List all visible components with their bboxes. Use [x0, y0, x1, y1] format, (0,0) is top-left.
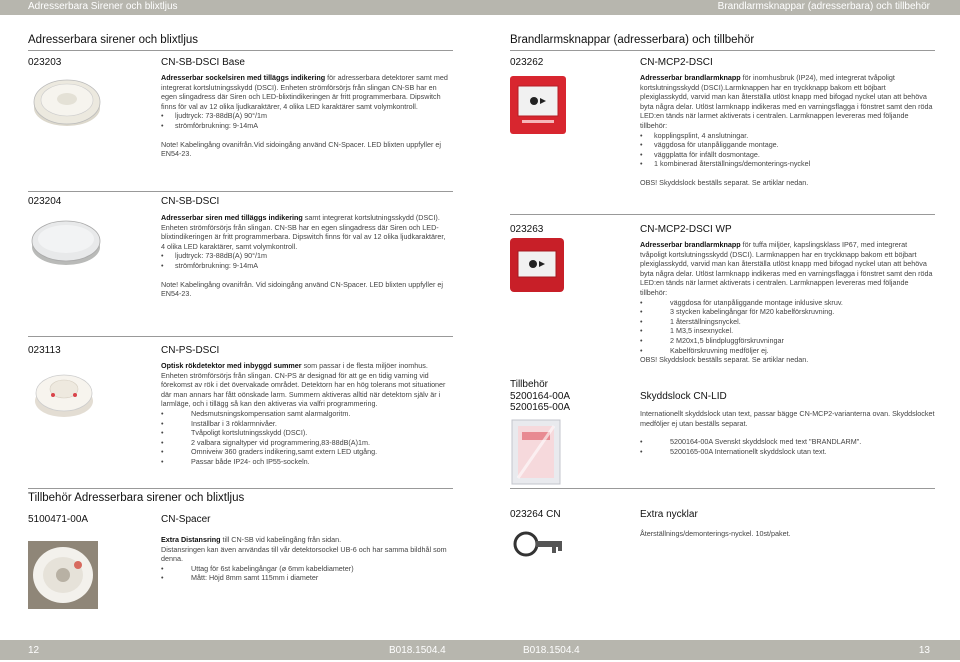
doc-code-left: B018.1504.4 [389, 645, 446, 656]
bullet: • 5200164-00A Svenskt skyddslock med text "BRANDLARM". [640, 437, 935, 447]
bottom-bar [0, 640, 960, 660]
product-bold-title: Adresserbar sockelsiren med tilläggs indikering [161, 73, 326, 82]
bullet: • ljudtryck: 73-88dB(A) 90°/1m [161, 251, 451, 261]
bullet: • väggplatta för infällt dosmontage. [640, 150, 935, 160]
divider [510, 50, 935, 51]
key-image [512, 527, 564, 561]
bullet: • Mått: Höjd 8mm samt 115mm i diameter [161, 573, 451, 583]
product-code: 023262 [510, 57, 544, 68]
page-number-right: 13 [918, 645, 930, 656]
product-code: 023204 [28, 196, 62, 207]
bullet: • Passar både IP24- och IP55-sockeln. [161, 457, 453, 467]
accessory-codes: Tillbehör 5200164-00A 5200165-00A [510, 379, 571, 413]
bullet: • Uttag för 6st kabelingångar (ø 6mm kabeldiameter) [161, 564, 451, 574]
product-note: OBS! Skyddslock beställs separat. Se artiklar nedan. [640, 177, 809, 187]
bullet: • Kabelförskruvning medföljer ej. [640, 346, 935, 356]
divider [28, 191, 453, 192]
product-note: Note! Kabelingång ovanifrån.Vid sidoingång använd CN-Spacer. LED blixten uppfyller ej EN54-23. [161, 139, 441, 159]
accessory-name: CN-Spacer [161, 514, 211, 525]
bullet: • 1 återställningsnyckel. [640, 317, 935, 327]
product-description: Adresserbar sockelsiren med tilläggs indikering för adresserbara detektorer samt med integrerat kortslutningsskydd (DSCI). Enheten strömförsörjs från slingan CN-SB har en egen slingadress där Siren och LED-blixtindikeringen är fritt programmerbara. Dipswitch finns för val av 12 olika ljudkaraktärer, 4 olika LED karaktärer samt volymkontroll. • ljudtryck: 73-88dB(A) 90°/1m • strömförbrukning: 9-14mA Note! Kabelingång ovanifrån.Vid sidoingång använd CN-Spacer. LED blixten uppfyller ej EN54-23. [161, 73, 451, 159]
product-name: CN-MCP2-DSCI WP [640, 224, 732, 235]
product-description: Adresserbar siren med tilläggs indikering samt integrerat kortslutningsskydd (DSCI). Enheten strömförsörjs från slingan. CN-SB har en egen slingadress där Siren och LED-blixtindikeringen är fritt programmerbara. Dipswitch finns för val av 12 olika ljudkaraktärer, 4 olika LED karaktärer, samt volymkontroll. • ljudtryck: 73-88dB(A) 90°/1m • strömförbrukning: 9-14mA Note! Kabelingång ovanifrån. Vid sidoingång använd CN-Spacer. LED blixten uppfyller ej EN54-23. [161, 213, 451, 299]
accessory-code: 5100471-00A [28, 514, 89, 525]
spacer-ring-image [28, 541, 98, 609]
product-note: Note! Kabelingång ovanifrån. Vid sidoingång använd CN-Spacer. LED blixten uppfyller ej EN54-23. [161, 279, 443, 299]
bullet: • 2 M20x1,5 blindpluggförskruvningar [640, 336, 935, 346]
product-name: CN-SB-DSCI Base [161, 57, 245, 68]
bullet: • strömförbrukning: 9-14mA [161, 261, 451, 271]
header-left: Adresserbara Sirener och blixtljus [28, 1, 178, 12]
bullet: • strömförbrukning: 9-14mA [161, 121, 451, 131]
product-name: CN-MCP2-DSCI [640, 57, 713, 68]
bullet: • 1 M3,5 insexnyckel. [640, 326, 935, 336]
divider [510, 214, 935, 215]
accessory-section-title: Tillbehör Adresserbara sirener och blixtljus [28, 492, 245, 504]
product-code: 023113 [28, 345, 61, 356]
product-code: 023264 CN [510, 509, 561, 520]
product-name: Extra nycklar [640, 509, 698, 520]
bullet: • väggdosa för utanpåliggande montage. [640, 140, 935, 150]
bullet: • Tvåpoligt kortslutningsskydd (DSCI). [161, 428, 453, 438]
bullet: • kopplingsplint, 4 anslutningar. [640, 131, 935, 141]
product-name: CN-PS-DSCI [161, 345, 220, 356]
doc-code-right: B018.1504.4 [523, 645, 580, 656]
bullet: • Nedsmutsningskompensation samt alarmalgoritm. [161, 409, 453, 419]
product-description: Adresserbar brandlarmknapp för tuffa miljöer, kapslingsklass IP67, med integrerat tvåpoligt kortslutningsskydd (DSCI). Larmknappen har en tryckknapp bakom ett böjbart plexiglasskydd, varvid man kan återställa utlöst knapp med bifogad nyckel utan att behöva byta några delar. Utlöst larmknapp indikeras med en varningsflagga i fönstret samt den röda LED:en tänds när larmet aktiverats i centralen. Larmknappen levereras med följande tillbehör: • väggdosa för utanpåliggande montage inklusive skruv. • 3 stycken kabelingångar för M20 kabelförskruvning. • 1 återställningsnyckel. • 1 M3,5 insexnyckel. • 2 M20x1,5 blindpluggförskruvningar • Kabelförskruvning medföljer ej. OBS! Skyddslock beställs separat. Se artiklar nedan. [640, 240, 935, 365]
divider [28, 488, 453, 489]
protective-lid-image [510, 418, 562, 486]
accessory-description: Internationellt skyddslock utan text, passar bägge CN-MCP2-varianterna ovan. Skyddslocket medföljer ej utan beställs separat. • 5200164-00A Svenskt skyddslock med text "BRANDLARM". • 5200165-00A Internationellt skyddslock utan text. [640, 409, 935, 456]
bullet: • 3 stycken kabelingångar för M20 kabelförskruvning. [640, 307, 935, 317]
bullet: • väggdosa för utanpåliggande montage inklusive skruv. [640, 298, 935, 308]
siren-image [30, 213, 102, 271]
siren-base-image [32, 68, 102, 134]
smoke-detector-image [33, 365, 95, 425]
product-code: 023263 [510, 224, 544, 235]
product-description: Återställnings/demonterings-nyckel. 10st/paket. [640, 529, 791, 538]
call-point-image [510, 76, 566, 134]
bullet: • 1 kombinerad återställnings/demonterings-nyckel [640, 159, 935, 169]
product-description: Optisk rökdetektor med inbyggd summer som passar i de flesta miljöer inomhus. Enheten strömförsörjs från slingan. CN-PS är designad för att ge en tidig varning vid förekomst av rök i det övervakade området. Detektorn har en hög tolerans mot situationer där man annars har fått oönskade larm. Summern aktiveras alltid när detektorn själv är i larmläge, och i tillägg så kan den aktiveras via valfri programmering. • Nedsmutsningskompensation samt alarmalgoritm. • Inställbar i 3 röklarmnivåer. • Tvåpoligt kortslutningsskydd (DSCI). • 2 valbara signaltyper vid programmering,83-88dB(A)1m. • Omniveiw 360 graders indikering,samt extern LED utgång. • Passar både IP24- och IP55-sockeln. [161, 361, 453, 467]
divider [28, 336, 453, 337]
right-section-title: Brandlarmsknappar (adresserbara) och tillbehör [510, 34, 755, 46]
call-point-wp-image [510, 238, 564, 292]
header-right: Brandlarmsknappar (adresserbara) och tillbehör [717, 1, 930, 12]
product-code: 023203 [28, 57, 62, 68]
divider [28, 50, 453, 51]
product-note: OBS! Skyddslock beställs separat. Se artiklar nedan. [640, 355, 809, 365]
bullet: • Inställbar i 3 röklarmnivåer. [161, 419, 453, 429]
divider [510, 488, 935, 489]
bullet: • 2 valbara signaltyper vid programmering,83-88dB(A)1m. [161, 438, 453, 448]
left-section-title: Adresserbara sirener och blixtljus [28, 34, 199, 46]
product-name: CN-SB-DSCI [161, 196, 220, 207]
top-bar [0, 0, 960, 15]
accessory-name: Skyddslock CN-LID [640, 391, 727, 402]
bullet: • Omniveiw 360 graders indikering,samt extern LED utgång. [161, 447, 453, 457]
bullet: • 5200165-00A Internationellt skyddslock utan text. [640, 447, 935, 457]
bullet: • ljudtryck: 73-88dB(A) 90°/1m [161, 111, 451, 121]
product-description: Adresserbar brandlarmknapp för inomhusbruk (IP24), med integrerat tvåpoligt kortslutningsskydd (DSCI).Larmknappen har en tryckknapp bakom ett böjbart plexiglasskydd, varvid man kan återställa utlöst knapp med bifogad nyckel utan att behöva byta några delar. Utlöst larmknapp indikeras med en varningsflagga i fönstret samt den röda LED:en tänds när larmet aktiverats i centralen. Larmknappen levereras med följande tillbehör: • kopplingsplint, 4 anslutningar. • väggdosa för utanpåliggande montage. • väggplatta för infällt dosmontage. • 1 kombinerad återställnings/demonterings-nyckel OBS! Skyddslock beställs separat. Se artiklar nedan. [640, 73, 935, 188]
page-number-left: 12 [28, 645, 40, 656]
accessory-description: Extra Distansring till CN-SB vid kabelingång från sidan. Distansringen kan även användas till vår detektorsockel UB-6 och har samma bildhål som denna. • Uttag för 6st kabelingångar (ø 6mm kabeldiameter) • Mått: Höjd 8mm samt 115mm i diameter [161, 535, 451, 583]
